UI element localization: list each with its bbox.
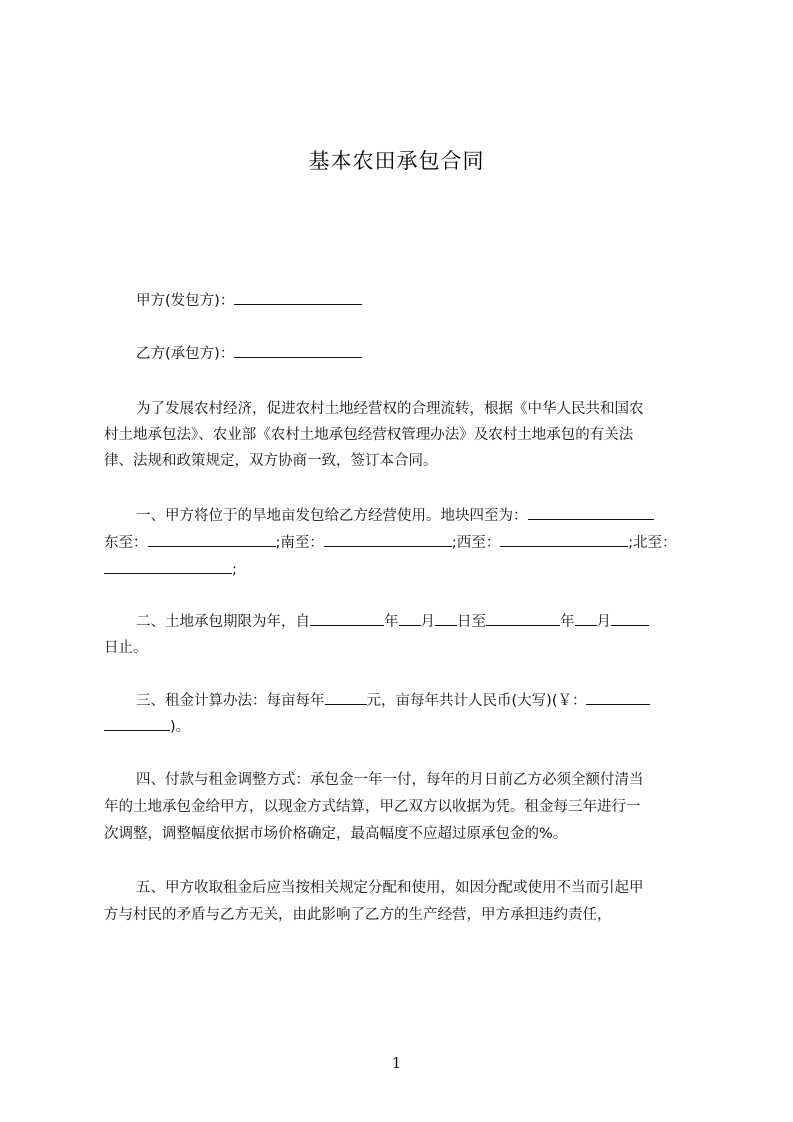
month-label-1: 月 xyxy=(420,614,435,630)
north-blank[interactable] xyxy=(104,559,232,574)
day-to-label: 日至 xyxy=(457,614,486,630)
intro-line-1: 为了发展农村经济，促进农村土地经营权的合理流转，根据《中华人民共和国农 xyxy=(136,401,644,417)
clause-3-text-b: 元，亩每年共计人民币(大写)(￥： xyxy=(366,693,587,709)
end-month-blank[interactable] xyxy=(575,611,597,626)
east-label: 东至： xyxy=(104,535,148,551)
clause-4-line-3: 次调整，调整幅度依据市场价格确定，最高幅度不应超过原承包金的%。 xyxy=(104,826,568,842)
clause-2-text: 二、土地承包期限为年，自 xyxy=(136,614,310,630)
rent-per-mu-blank[interactable] xyxy=(325,690,367,705)
party-b-label: 乙方(承包方)： xyxy=(136,346,235,362)
north-label: ;北至： xyxy=(628,535,677,551)
intro-line-3: 律、法规和政策规定，双方协商一致，签订本合同。 xyxy=(104,453,438,469)
clause-4-line-2: 年的土地承包金给甲方，以现金方式结算，甲乙双方以收据为凭。租金每三年进行一 xyxy=(104,799,641,815)
year-label-2: 年 xyxy=(560,614,575,630)
clause-1-end: ; xyxy=(232,562,237,578)
party-a-label: 甲方(发包方)： xyxy=(136,293,235,309)
year-label-1: 年 xyxy=(384,614,399,630)
south-label: ;南至： xyxy=(275,535,324,551)
clause-1-text: 一、甲方将位于的旱地亩发包给乙方经营使用。地块四至为： xyxy=(136,508,528,524)
clause-3-line-1 xyxy=(136,690,650,712)
month-label-2: 月 xyxy=(596,614,611,630)
west-label: ;西至： xyxy=(451,535,501,551)
party-b-blank[interactable] xyxy=(234,343,362,358)
boundaries-blank[interactable] xyxy=(528,505,654,520)
clause-2-line-1 xyxy=(136,611,649,633)
start-year-blank[interactable] xyxy=(310,611,384,626)
clause-2-end: 日止。 xyxy=(104,640,148,656)
party-a-line xyxy=(136,290,362,312)
start-month-blank[interactable] xyxy=(399,611,421,626)
clause-3-line-2 xyxy=(104,716,190,738)
west-blank[interactable] xyxy=(500,532,628,547)
end-year-blank[interactable] xyxy=(486,611,560,626)
document-title: 基本农田承包合同 xyxy=(308,149,485,173)
party-a-blank[interactable] xyxy=(234,290,362,305)
clause-1-line-3 xyxy=(104,559,237,581)
clause-5-line-1: 五、甲方收取租金后应当按相关规定分配和使用，如因分配或使用不当而引起甲 xyxy=(136,880,644,896)
page-number: 1 xyxy=(391,1054,402,1072)
total-amount-blank[interactable] xyxy=(586,690,650,705)
south-blank[interactable] xyxy=(324,532,452,547)
start-day-blank[interactable] xyxy=(435,611,457,626)
clause-5-line-2: 方与村民的矛盾与乙方无关，由此影响了乙方的生产经营，甲方承担违约责任， xyxy=(104,907,612,923)
clause-1-line-1 xyxy=(136,505,654,527)
clause-1-line-2 xyxy=(104,532,677,554)
east-blank[interactable] xyxy=(148,532,276,547)
clause-4-line-1: 四、付款与租金调整方式：承包金一年一付，每年的月日前乙方必须全额付清当 xyxy=(136,772,644,788)
clause-3-text-a: 三、租金计算办法：每亩每年 xyxy=(136,693,325,709)
end-day-blank[interactable] xyxy=(611,611,649,626)
intro-line-2: 村土地承包法》、农业部《农村土地承包经营权管理办法》及农村土地承包的有关法 xyxy=(104,427,634,443)
total-amount-blank-cont[interactable] xyxy=(104,716,170,731)
clause-3-end: )。 xyxy=(170,719,191,735)
party-b-line xyxy=(136,343,362,365)
